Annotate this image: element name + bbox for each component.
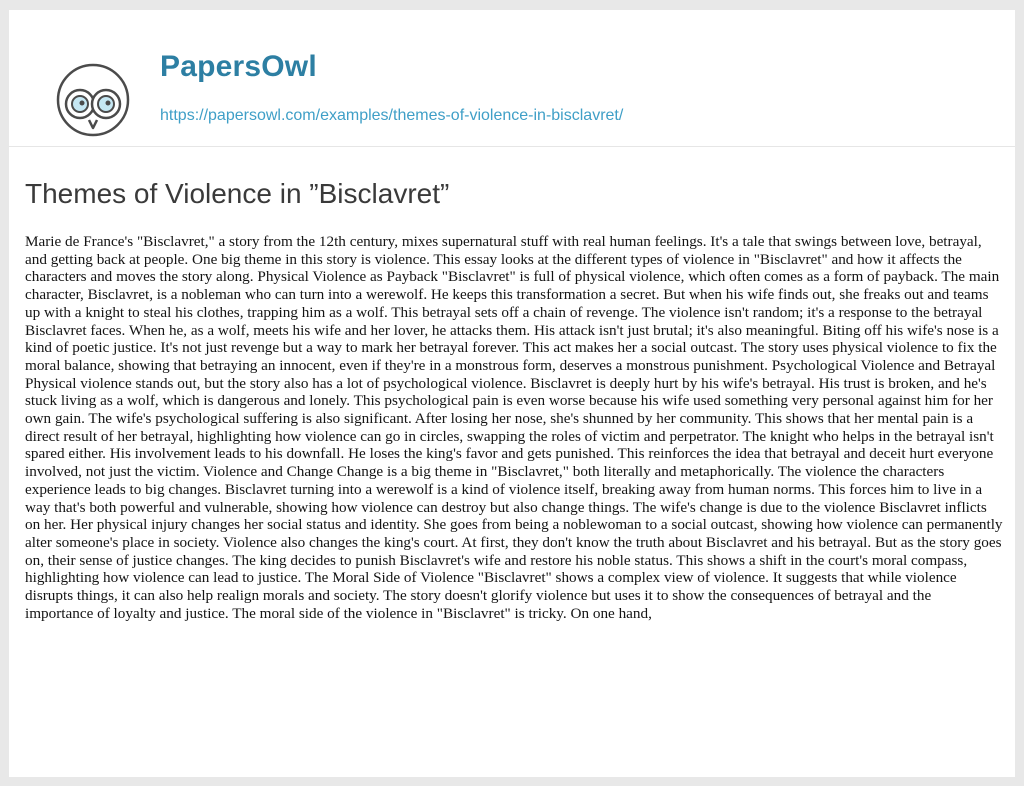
source-url[interactable] [160, 108, 623, 124]
document-title: Themes of Violence in ”Bisclavret” [25, 178, 450, 209]
url-path: papersowl.com/examples/themes-of-violence-in-bisclavret/ [208, 107, 624, 124]
owl-eyes-icon [49, 56, 149, 156]
header-divider [9, 146, 1015, 147]
site-header [9, 10, 1015, 155]
brand-name: PapersOwl [160, 50, 317, 83]
url-scheme: https:// [160, 107, 209, 124]
document-body: Marie de France's "Bisclavret," a story from the 12th century, mixes supernatural stuff with real human feelings. It's a tale that swings between love, betrayal, and getting back at people. One big theme in this story is violence. This essay looks at the different types of violence in "Bisclavret" and how it affects the characters and moves the story along. Physical Violence as Payback "Bisclavret" is full of physical violence, which often comes as a form of payback. The main character, Bisclavret, is a nobleman who can turn into a werewolf. He keeps this transformation a secret. But when his wife finds out, she freaks out and teams up with a knight to steal his clothes, trapping him as a wolf. This betrayal sets off a chain of revenge. The violence isn't random; it's a response to the betrayal Bisclavret faces. When he, as a wolf, meets his wife and her lover, he attacks them. His attack isn't just brutal; it's also meaningful. Biting off his wife's nose is a kind of poetic justice. It's not just revenge but a way to mark her betrayal forever. This act makes her a social outcast. The story uses physical violence to fix the moral balance, showing that betraying an innocent, even if they're in a monstrous form, deserves a monstrous punishment. Psychological Violence and Betrayal Physical violence stands out, but the story also has a lot of psychological violence. Bisclavret is deeply hurt by his wife's betrayal. His trust is broken, and he's stuck living as a wolf, which is dangerous and lonely. This psychological pain is even worse because his wife used something very personal against him for her own gain. The wife's psychological suffering is also significant. After losing her nose, she's shunned by her community. This shows that her mental pain is a direct result of her betrayal, highlighting how violence can go in circles, swapping the roles of victim and perpetrator. The knight who helps in the betrayal isn't spared either. His involvement leads to his downfall. He loses the king's favor and gets punished. This reinforces the idea that betrayal and deceit hurt everyone involved, not just the victim. Violence and Change Change is a big theme in "Bisclavret," both literally and metaphorically. The violence the characters experience leads to big changes. Bisclavret turning into a werewolf is a kind of violence itself, breaking away from human norms. This forces him to live in a way that's both powerful and vulnerable, showing how violence can destroy but also change things. The wife's change is due to the violence Bisclavret inflicts on her. Her physical injury changes her social status and identity. She goes from being a noblewoman to a social outcast, showing how violence can permanently alter someone's place in society. Violence also changes the king's court. At first, they don't know the truth about Bisclavret and his betrayal. But as the story goes on, their sense of justice changes. The king decides to punish Bisclavret's wife and restore his noble status. This shows a shift in the court's moral compass, highlighting how violence can lead to justice. The Moral Side of Violence "Bisclavret" shows a complex view of violence. It suggests that while violence disrupts things, it can also help realign morals and society. The story doesn't glorify violence but uses it to show the consequences of betrayal and the importance of loyalty and justice. The moral side of the violence in "Bisclavret" is tricky. On one hand, [25, 233, 1003, 622]
